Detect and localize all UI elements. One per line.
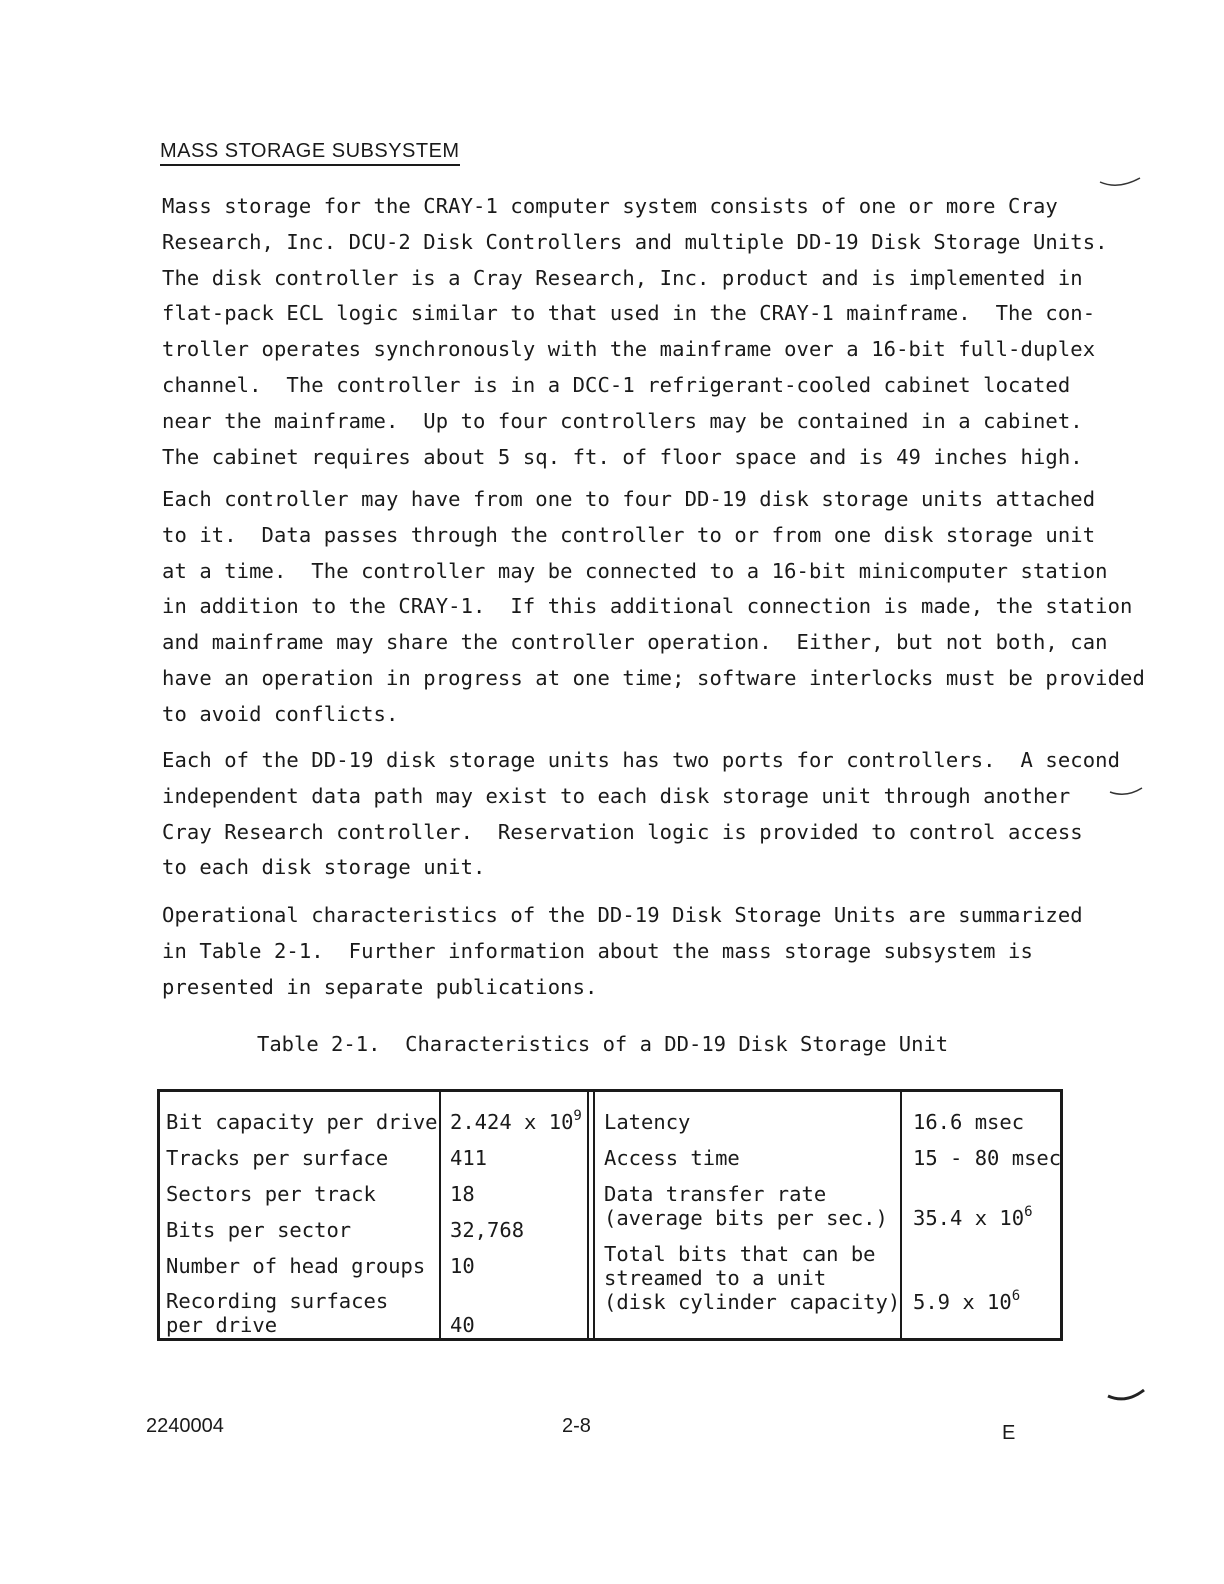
text-line: independent data path may exist to each disk storage unit through another — [162, 783, 1071, 808]
table-cell-value: 35.4 x $10^6$ — [913, 1204, 1033, 1230]
table-cell-label: streamed to a unit — [604, 1266, 827, 1290]
page-number: 2-8 — [562, 1415, 591, 1437]
paragraph-1 — [162, 189, 1108, 475]
table-cell-value: 10 — [450, 1254, 475, 1278]
table-cell-label: Total bits that can be — [604, 1242, 876, 1266]
table-cell-label: Data transfer rate — [604, 1182, 827, 1206]
text-line: presented in separate publications. — [162, 974, 598, 999]
table-cell-value: 411 — [450, 1146, 488, 1170]
scan-mark-icon — [1108, 782, 1148, 800]
text-line: and mainframe may share the controller operation. Either, but not both, can — [162, 630, 1108, 655]
text-line: Each of the DD-19 disk storage units has two ports for controllers. A second — [162, 748, 1121, 772]
text-line: Cray Research controller. Reservation logic is provided to control access — [162, 819, 1083, 844]
table-cell-label: Tracks per surface — [166, 1146, 389, 1170]
table-cell-label: Bit capacity per drive — [166, 1110, 438, 1134]
table-cell-value: 5.9 x $10^6$ — [913, 1288, 1021, 1314]
scan-mark-icon — [1098, 172, 1144, 192]
text-line: to it. Data passes through the controller to or from one disk storage unit — [162, 522, 1096, 547]
text-line: to each disk storage unit. — [162, 855, 486, 880]
text-line: Operational characteristics of the DD-19 Disk Storage Units are summarized — [162, 903, 1083, 927]
text-line: near the mainframe. Up to four controllers may be contained in a cabinet. — [162, 408, 1083, 433]
table-cell-value: 15 - 80 msec — [913, 1146, 1062, 1170]
table-cell-label: per drive — [166, 1313, 278, 1337]
text-line: Mass storage for the CRAY-1 computer system consists of one or more Cray — [162, 194, 1058, 218]
exponent: 6 — [1024, 1204, 1033, 1220]
text-line: in addition to the CRAY-1. If this additional connection is made, the station — [162, 594, 1133, 619]
table-cell-value: 16.6 msec — [913, 1110, 1025, 1134]
document-number: 2240004 — [146, 1415, 224, 1437]
paragraph-3 — [162, 743, 1120, 886]
text-line: Research, Inc. DCU-2 Disk Controllers and multiple DD-19 Disk Storage Units. — [162, 229, 1108, 254]
paragraph-2 — [162, 482, 1145, 733]
text-line: to avoid conflicts. — [162, 701, 399, 726]
table-cell-label: Number of head groups — [166, 1254, 426, 1278]
text-line: in Table 2-1. Further information about the mass storage subsystem is — [162, 938, 1033, 963]
scan-mark-icon — [1106, 1384, 1148, 1408]
table-cell-label: Recording surfaces — [166, 1289, 389, 1313]
table-cell-label: (disk cylinder capacity) — [604, 1290, 901, 1314]
text-line: at a time. The controller may be connected to a 16-bit minicomputer station — [162, 558, 1108, 583]
table-cell-value: 32,768 — [450, 1218, 525, 1242]
exponent: 6 — [1011, 1288, 1021, 1304]
text-line: channel. The controller is in a DCC-1 refrigerant-cooled cabinet located — [162, 372, 1071, 397]
exponent: 9 — [573, 1108, 582, 1124]
revision-letter: E — [1002, 1422, 1016, 1444]
table-caption: Table 2-1. Characteristics of a DD-19 Disk Storage Unit — [257, 1032, 949, 1056]
table-cell-value: 40 — [450, 1313, 475, 1337]
table-cell-value: 18 — [450, 1182, 475, 1206]
column-divider — [593, 1092, 595, 1338]
text-line: flat-pack ECL logic similar to that used in the CRAY-1 mainframe. The con- — [162, 301, 1096, 326]
text-line: troller operates synchronously with the mainframe over a 16-bit full-duplex — [162, 337, 1096, 362]
text-line: Each controller may have from one to four DD-19 disk storage units attached — [162, 487, 1096, 511]
text-line: have an operation in progress at one time; software interlocks must be provided — [162, 665, 1145, 690]
column-divider — [439, 1092, 441, 1338]
table-cell-value: 2.424 x $10^9$ — [450, 1108, 582, 1134]
table-cell-label: (average bits per sec.) — [604, 1206, 888, 1230]
text-line: The cabinet requires about 5 sq. ft. of floor space and is 49 inches high. — [162, 444, 1083, 469]
paragraph-4 — [162, 898, 1083, 1005]
table-cell-label: Latency — [604, 1110, 691, 1134]
text-line: The disk controller is a Cray Research, Inc. product and is implemented in — [162, 265, 1083, 290]
table-cell-label: Bits per sector — [166, 1218, 352, 1242]
table-cell-label: Sectors per track — [166, 1182, 376, 1206]
characteristics-table — [157, 1089, 1063, 1341]
section-heading: MASS STORAGE SUBSYSTEM — [160, 140, 460, 166]
column-divider — [587, 1092, 589, 1338]
table-cell-label: Access time — [604, 1146, 740, 1170]
column-divider — [900, 1092, 902, 1338]
